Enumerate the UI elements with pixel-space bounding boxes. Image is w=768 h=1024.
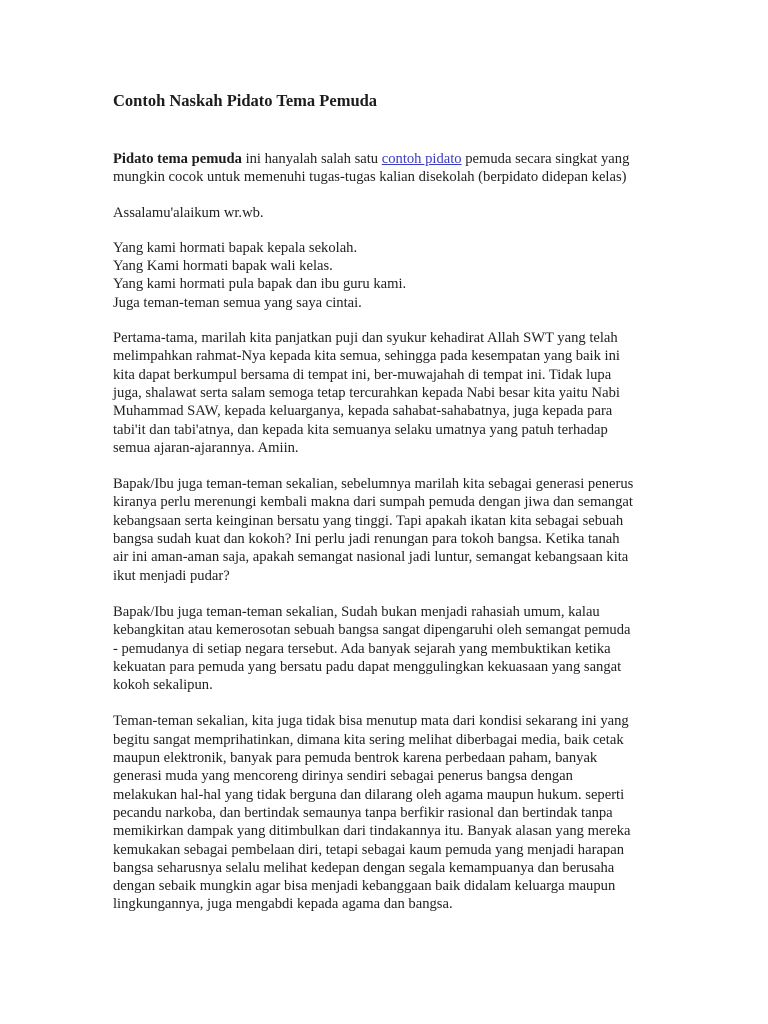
paragraph-sumpah-pemuda: Bapak/Ibu juga teman-teman sekalian, sebelumnya marilah kita sebagai generasi penerus kiranya perlu merenungi kembali makna dari sumpah pemuda dengan jiwa dan semangat kebangsaan serta keinginan bersatu yang tinggi. Tapi apakah ikatan kita sebagai sebuah bangsa sudah kuat dan kokoh? Ini perlu jadi renungan para tokoh bangsa. Ketika tanah air ini aman-aman saja, apakah semangat nasional jadi luntur, semangat kebangsaan kita ikut menjadi pudar? bbox=[113, 476, 634, 584]
salutation: Assalamu'alaikum wr.wb. bbox=[113, 204, 264, 221]
intro-paragraph bbox=[113, 150, 673, 187]
paragraph-opening-prayer: Pertama-tama, marilah kita panjatkan puji dan syukur kehadirat Allah SWT yang telah melimpahkan rahmat-Nya kepada kita semua, sehingga pada kesempatan yang baik ini kita dapat berkumpul bersama di tempat ini, ber-muwajahah di tempat ini. Tidak lupa juga, shalawat serta salam semoga tetap tercurahkan kepada Nabi besar kita yaitu Nabi Muhammad SAW, kepada keluarganya, kepada sahabat-sahabatnya, juga kepada para tabi'it dan tabi'atnya, dan kepada kita semuanya selaku umatnya yang patuh terhadap semua ajaran-ajarannya. Amiin. bbox=[113, 330, 620, 456]
intro-bold-lead: Pidato tema pemuda bbox=[113, 151, 242, 167]
intro-line2: mungkin cocok untuk memenuhi tugas-tugas kalian disekolah (berpidato didepan kelas) bbox=[113, 169, 627, 186]
intro-text-after-bold: ini hanyalah salah satu bbox=[241, 151, 382, 167]
paragraph-kondisi-pemuda: Teman-teman sekalian, kita juga tidak bisa menutup mata dari kondisi sekarang ini yang begitu sangat memprihatinkan, dimana kita sering melihat diberbagai media, baik cetak maupun elektronik, banyak para pemuda bentrok karena perbedaan paham, banyak generasi muda yang mencoreng dirinya sendiri sebagai penerus bangsa dengan melakukan hal-hal yang tidak berguna dan dilarang oleh agama maupun hukum. seperti pecandu narkoba, dan bertindak semaunya tanpa berfikir rasional dan bertindak tanpa memikirkan dampak yang ditimbulkan dari tindakannya itu. Banyak alasan yang mereka kemukakan sebagai pembelaan diri, tetapi sebagai kaum pemuda yang menjadi harapan bangsa seharusnya selalu melihat kedepan dengan segala kemampuanya dan berusaha dengan sebaik mungkin agar bisa menjadi kebanggaan baik didalam keluarga maupun lingkungannya, juga mengabdi kepada agama dan bangsa. bbox=[113, 713, 631, 913]
page-title: Contoh Naskah Pidato Tema Pemuda bbox=[113, 91, 378, 110]
contoh-pidato-link[interactable]: contoh pidato bbox=[381, 151, 462, 167]
greetings-block: Yang kami hormati bapak kepala sekolah. Yang Kami hormati bapak wali kelas. Yang kami hormati pula bapak dan ibu guru kami. Juga teman-teman semua yang saya cintai. bbox=[113, 239, 407, 311]
paragraph-kebangkitan: Bapak/Ibu juga teman-teman sekalian, Sudah bukan menjadi rahasiah umum, kalau kebangkitan atau kemerosotan sebuah bangsa sangat dipengaruhi oleh semangat pemuda - pemudanya di setiap negara tersebut. Ada banyak sejarah yang membuktikan ketika kekuatan para pemuda yang bersatu padu dapat menggulingkan kekuasaan yang sangat kokoh sekalipun. bbox=[113, 603, 631, 694]
intro-line1-rest: pemuda secara singkat yang bbox=[461, 151, 630, 167]
